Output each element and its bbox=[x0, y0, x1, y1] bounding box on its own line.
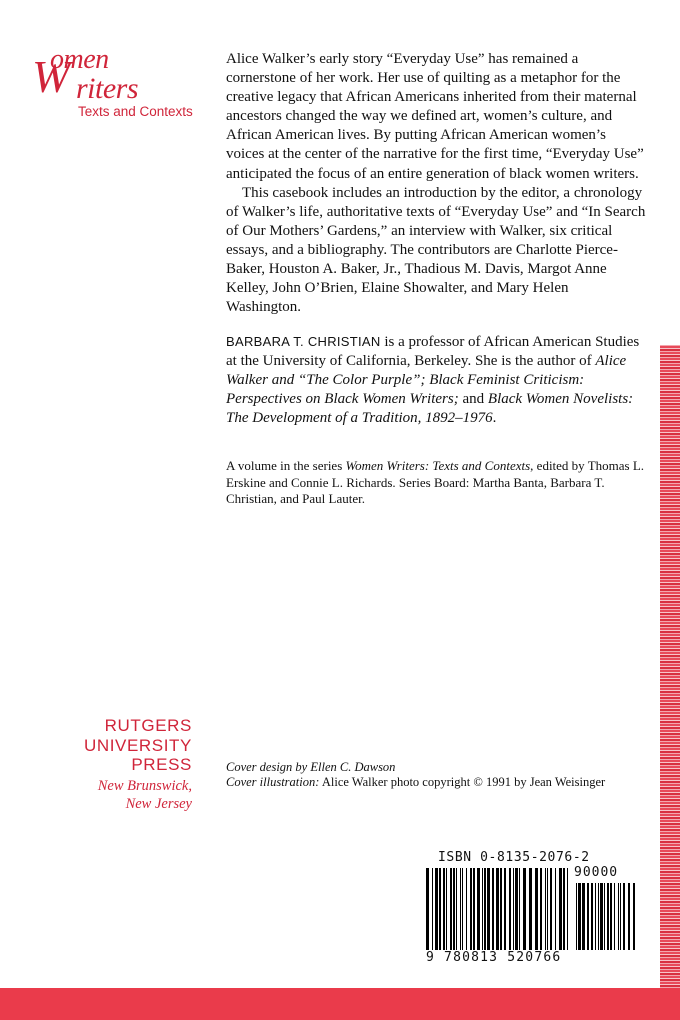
barcode-bar bbox=[513, 868, 514, 950]
editor-name: BARBARA T. CHRISTIAN bbox=[226, 334, 381, 349]
series-note-text-2: , edited by Thomas L. Erskine and Connie L. Richards. Series Board: Martha Banta, Barbara T. Christian, and Paul Lauter. bbox=[226, 458, 645, 507]
barcode-bar bbox=[435, 868, 438, 950]
barcode-bar bbox=[578, 883, 581, 950]
barcode-bar bbox=[487, 868, 490, 950]
decorative-edge-strip bbox=[660, 345, 680, 990]
barcode-bar bbox=[620, 883, 621, 950]
cover-illustration-label: Cover illustration: bbox=[226, 775, 320, 790]
publisher-place-1: New Brunswick, bbox=[97, 777, 192, 794]
barcode-bar bbox=[598, 883, 599, 950]
barcode-bar bbox=[482, 868, 483, 950]
barcode-bar bbox=[591, 883, 593, 950]
barcode-bar bbox=[523, 868, 526, 950]
barcode-bar bbox=[582, 883, 585, 950]
barcode-bar bbox=[567, 868, 568, 950]
barcode-bar bbox=[600, 883, 603, 950]
barcode-bar bbox=[446, 868, 447, 950]
back-cover-blurb bbox=[226, 50, 646, 317]
bio-book-title-1: Alice Walker and “The Color Purple”; Black Feminist Criticism: Perspectives on Black Women Writers; bbox=[226, 353, 627, 408]
bio-text-3: . bbox=[492, 410, 497, 427]
bio-text-1: is a professor of African American Studies at the University of California, Berkeley. She is the author of bbox=[226, 334, 640, 370]
barcode-bar bbox=[607, 883, 609, 950]
bio-text-2: and bbox=[458, 391, 488, 408]
barcode-bar bbox=[473, 868, 475, 950]
series-title: Women Writers: Texts and Contexts bbox=[345, 458, 531, 473]
barcode-bar bbox=[535, 868, 538, 950]
barcode-bar bbox=[456, 868, 457, 950]
barcode-bar bbox=[496, 868, 499, 950]
bio-book-title-2: Black Women Novelists: The Development of a Tradition, 1892–1976 bbox=[226, 391, 634, 427]
barcode-bar bbox=[462, 868, 463, 950]
barcode-bar bbox=[628, 883, 630, 950]
ean-number: 9 780813 520766 bbox=[426, 950, 562, 965]
publisher-imprint bbox=[40, 716, 192, 813]
barcode-bar bbox=[555, 868, 556, 950]
barcode-bar bbox=[604, 883, 605, 950]
barcode-bar bbox=[466, 868, 467, 950]
barcode-bar bbox=[519, 868, 520, 950]
barcode-bar bbox=[439, 868, 441, 950]
series-note bbox=[226, 458, 656, 508]
barcode-bar bbox=[614, 883, 615, 950]
barcode-bar bbox=[563, 868, 565, 950]
barcode-bar bbox=[610, 883, 612, 950]
publisher-line-3: PRESS bbox=[131, 755, 192, 774]
barcode-bar bbox=[576, 883, 577, 950]
barcode-bar bbox=[587, 883, 589, 950]
barcode-bar bbox=[484, 868, 486, 950]
barcode-bar bbox=[443, 868, 445, 950]
cover-illustration-credit bbox=[226, 775, 626, 790]
cover-credits bbox=[226, 760, 626, 790]
logo-women-text: omen bbox=[50, 44, 109, 75]
blurb-paragraph-1: Alice Walker’s early story “Everyday Use” has remained a cornerstone of her work. Her use of quilting as a metaphor for the creative legacy that African Americans inherited from their maternal ancestors changed the way we defined art, women’s culture, and African American lives. By putting African American women’s voices at the center of the narrative for the first time, “Everyday Use” anticipated the focus of an entire generation of black women writers. bbox=[226, 51, 644, 182]
barcode-box bbox=[426, 850, 638, 968]
barcode-bar bbox=[470, 868, 472, 950]
barcode-bar bbox=[515, 868, 518, 950]
barcode-bar bbox=[477, 868, 480, 950]
barcode-bar bbox=[545, 868, 546, 950]
logo-writers-text: riters bbox=[76, 72, 139, 105]
ean-barcode-icon bbox=[426, 868, 572, 950]
barcode-bar bbox=[559, 868, 562, 950]
barcode-bar bbox=[547, 868, 548, 950]
addon-barcode-icon bbox=[576, 883, 636, 950]
barcode-bar bbox=[453, 868, 455, 950]
price-code: 90000 bbox=[574, 865, 619, 880]
barcode-bar bbox=[540, 868, 542, 950]
barcode-bar bbox=[595, 883, 596, 950]
barcode-bar bbox=[432, 868, 433, 950]
barcode-bar bbox=[426, 868, 429, 950]
barcode-bar bbox=[633, 883, 635, 950]
barcode-bar bbox=[450, 868, 452, 950]
barcode-bar bbox=[500, 868, 502, 950]
cover-design-credit: Cover design by Ellen C. Dawson bbox=[226, 760, 396, 774]
barcode-bar bbox=[504, 868, 506, 950]
publisher-place-2: New Jersey bbox=[125, 795, 192, 812]
publisher-line-1: RUTGERS bbox=[104, 716, 192, 735]
blurb-paragraph-2: This casebook includes an introduction by the editor, a chronology of Walker’s life, authoritative texts of “Everyday Use” and “In Search of Our Mothers’ Gardens,” an interview with Walker, six critical essays, and a bibliography. The contributors are Charlotte Pierce-Baker, Houston A. Baker, Jr., Thadious M. Davis, Margot Anne Kelley, John O’Brien, Elaine Showalter, and Mary Helen Washington. bbox=[226, 184, 646, 316]
barcode-bar bbox=[509, 868, 511, 950]
bottom-color-band bbox=[0, 988, 680, 1020]
cover-illustration-text: Alice Walker photo copyright © 1991 by Jean Weisinger bbox=[319, 775, 606, 790]
barcode-bar bbox=[550, 868, 552, 950]
series-note-text-1: A volume in the series bbox=[226, 458, 346, 473]
editor-bio bbox=[226, 332, 646, 428]
barcode-bar bbox=[623, 883, 625, 950]
logo-big-w: W bbox=[32, 51, 71, 102]
barcode-bar bbox=[618, 883, 619, 950]
logo-subtitle: Texts and Contexts bbox=[78, 104, 193, 119]
isbn-label: ISBN 0-8135-2076-2 bbox=[438, 850, 590, 865]
barcode-bar bbox=[529, 868, 532, 950]
barcode-bar bbox=[492, 868, 494, 950]
publisher-line-2: UNIVERSITY bbox=[83, 735, 192, 755]
barcode-bar bbox=[460, 868, 461, 950]
